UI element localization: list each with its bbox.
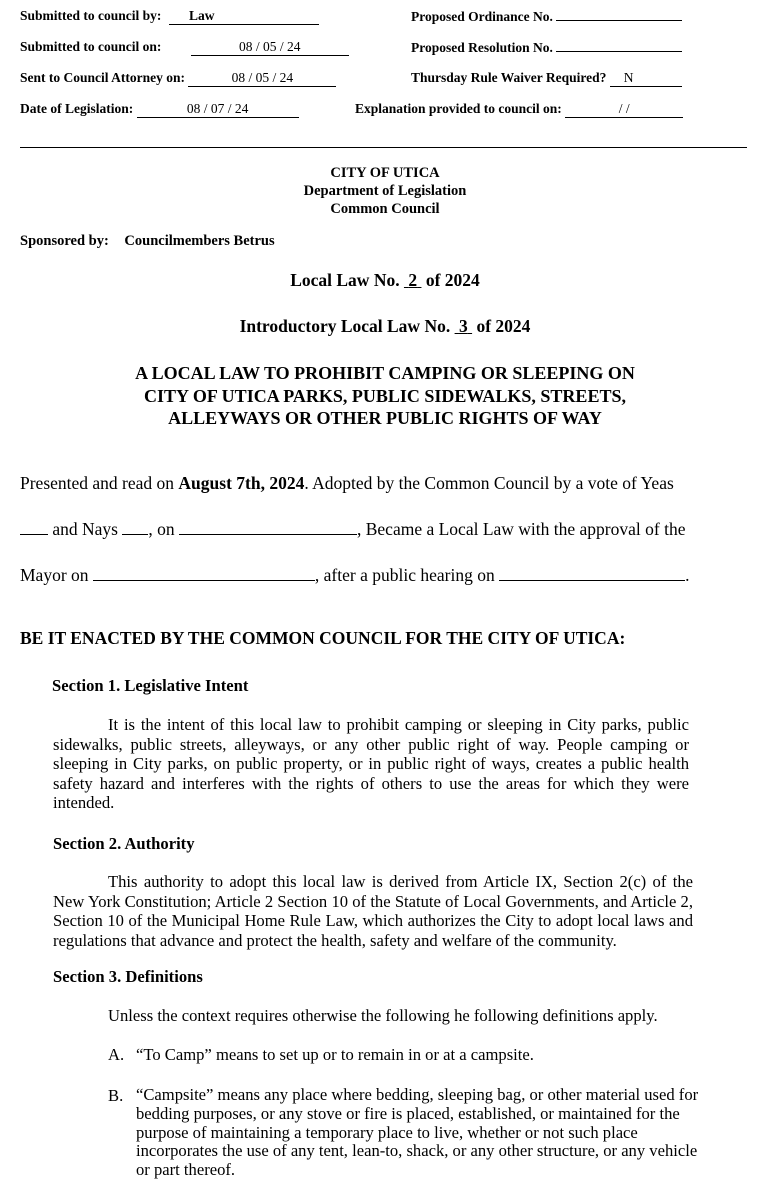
date-value: 08 / 07 / 24 [137,101,299,118]
local-law-number: Local Law No. 2 of 2024 [290,270,480,290]
submitted-by-label: Submitted to council by: [20,8,162,23]
nays-blank [122,520,148,535]
definition-a-label: A. [108,1045,125,1064]
yeas-blank [20,520,48,535]
presentation-date: August 7th, 2024 [178,473,305,493]
submitted-on-value: 08 / 05 / 24 [191,39,349,56]
title-block [0,164,770,218]
section-3-intro: Unless the context requires otherwise the following he following definitions apply. [108,1006,658,1025]
resolution-blank [556,39,682,52]
section-1-text: It is the intent of this local law to prohibit camping or sleeping in City parks, public sidewalks, public streets, alleyways, or any other public right of way. People camping or sleeping in City parks, on public property, or in public right of ways, creates a public health safety hazard and interferes with the rights of others to use the areas for which they were intended. [53,715,689,812]
definition-b-label: B. [108,1086,124,1105]
resolution-field [411,39,682,56]
ordinance-blank [556,8,682,21]
sponsor-label: Sponsored by: [20,233,109,249]
waiver-field [411,70,682,87]
section-2-text: This authority to adopt this local law is derived from Article IX, Section 2(c) of the New York Constitution; Article 2 Section 10 of the Statute of Local Governments, and Article 2, Section 10 of the Municipal Home Rule Law, which authorizes the City to adopt local laws and regulations that advance and protect the health, safety and welfare of the community. [53,872,693,950]
waiver-value: N [610,70,682,87]
date-label: Date of Legislation: [20,101,134,116]
sponsor-line [20,233,275,250]
intro-law-number: Introductory Local Law No. 3 of 2024 [239,316,531,336]
ordinance-label: Proposed Ordinance No. [411,9,553,24]
attorney-label: Sent to Council Attorney on: [20,70,185,85]
mayor-blank [93,566,315,581]
council-name: Common Council [330,201,440,217]
ordinance-field [411,8,682,25]
sponsor-value: Councilmembers Betrus [124,233,275,249]
section-1-heading: Section 1. Legislative Intent [52,676,249,695]
submitted-on-label: Submitted to council on: [20,39,162,54]
resolution-label: Proposed Resolution No. [411,40,553,55]
presentation-line-1: Presented and read on August 7th, 2024. Adopted by the Common Council by a vote of Yeas [20,473,674,493]
presentation-line-3: Mayor on , after a public hearing on . [20,565,690,585]
department-name: Department of Legislation [303,183,467,199]
law-title: A LOCAL LAW TO PROHIBIT CAMPING OR SLEEPING ON CITY OF UTICA PARKS, PUBLIC SIDEWALKS, STREETS, ALLEYWAYS OR OTHER PUBLIC RIGHTS OF WAY [135,363,635,428]
date-field [20,101,299,118]
definition-b-text: “Campsite” means any place where bedding, sleeping bag, or other material used for bedding purposes, or any stove or fire is placed, established, or maintained for the purpose of maintaining a temporary place to live, whether or not such place incorporates the use of any tent, lean-to, shack, or any other structure, or any vehicle or part thereof. [136,1085,699,1180]
submitted-by-value: Law [189,8,215,23]
hearing-blank [499,566,685,581]
header-divider [20,147,747,148]
presentation-line-2: and Nays , on , Became a Local Law with the approval of the [20,519,685,540]
attorney-value: 08 / 05 / 24 [188,70,336,87]
explanation-value: / / [565,101,683,118]
city-name: CITY OF UTICA [330,165,440,181]
intro-law-no: 3 [458,316,468,336]
submitted-on-field [20,39,349,56]
local-law-no: 2 [408,270,418,290]
definition-a-text: “To Camp” means to set up or to remain in or at a campsite. [136,1045,534,1064]
explanation-label: Explanation provided to council on: [355,101,562,116]
date-blank [179,520,357,535]
section-2-heading: Section 2. Authority [53,834,195,853]
waiver-label: Thursday Rule Waiver Required? [411,70,607,85]
enacted-clause: BE IT ENACTED BY THE COMMON COUNCIL FOR THE CITY OF UTICA: [20,628,626,648]
submitted-by-field [20,8,319,25]
attorney-field [20,70,336,87]
explanation-field [355,101,683,118]
section-3-heading: Section 3. Definitions [53,967,203,986]
